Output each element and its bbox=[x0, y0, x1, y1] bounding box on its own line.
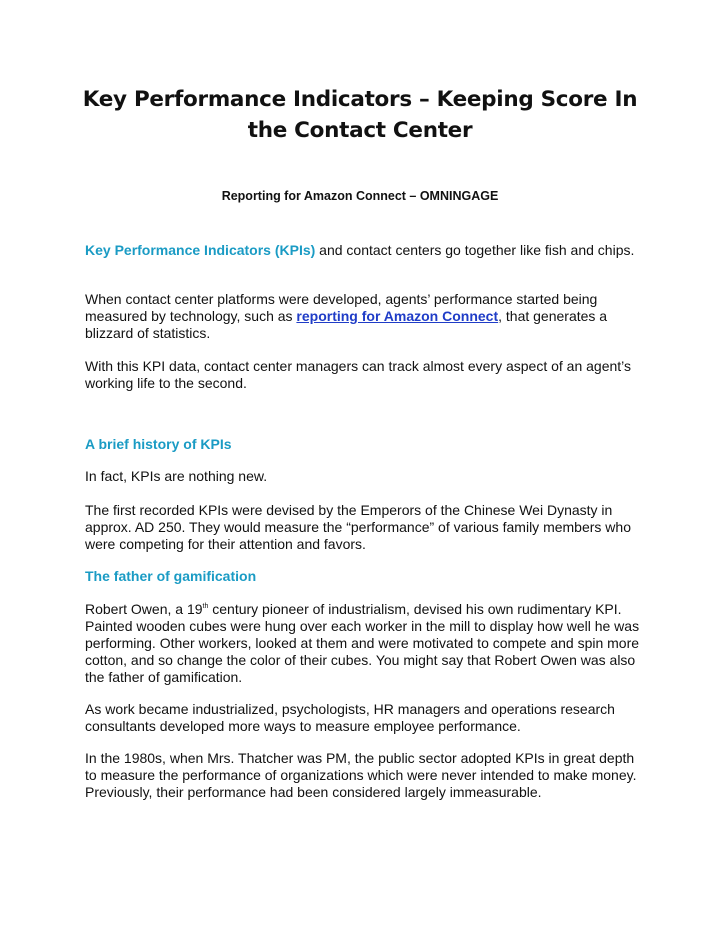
robert-owen-text-before: Robert Owen, a 19 bbox=[85, 601, 203, 617]
wei-dynasty-paragraph: The first recorded KPIs were devised by the Emperors of the Chinese Wei Dynasty in approx. AD 250. They would measure the “performance” of various family members who were competing for their attention and favors. bbox=[85, 502, 631, 552]
gamification-heading: The father of gamification bbox=[85, 568, 257, 584]
ordinal-suffix: th bbox=[202, 603, 209, 610]
platforms-paragraph bbox=[85, 291, 645, 342]
page-subtitle: Reporting for Amazon Connect – OMNINGAGE bbox=[221, 189, 499, 203]
nothing-new-paragraph: In fact, KPIs are nothing new. bbox=[85, 468, 268, 484]
thatcher-paragraph: In the 1980s, when Mrs. Thatcher was PM, the public sector adopted KPIs in great depth to measure the performance of organizations which were never intended to make money. Previously, their performance had been considered largely immeasurable. bbox=[85, 750, 637, 800]
industrialized-paragraph: As work became industrialized, psychologists, HR managers and operations research consultants developed more ways to measure employee performance. bbox=[85, 701, 615, 734]
platforms-text-before: When contact center platforms were developed, agents’ performance started being measured by technology, such as bbox=[85, 291, 598, 324]
robert-owen-text-after: century pioneer of industrialism, devised his own rudimentary KPI. Painted wooden cubes were hung over each worker in the mill to display how well he was performing. Other workers, looked at them and were motivated to compete and spin more cotton, and so change the color of their cubes. You might say that Robert Owen was also the father of gamification. bbox=[85, 601, 640, 685]
platforms-text-after: , that generates a blizzard of statistics. bbox=[85, 308, 608, 341]
history-heading: A brief history of KPIs bbox=[85, 436, 232, 452]
page-title: Key Performance Indicators – Keeping Score In the Contact Center bbox=[82, 87, 638, 143]
amazon-connect-reporting-link[interactable]: reporting for Amazon Connect bbox=[296, 308, 499, 324]
robert-owen-paragraph bbox=[85, 601, 645, 686]
intro-paragraph bbox=[85, 242, 645, 259]
intro-text: and contact centers go together like fish and chips. bbox=[315, 242, 635, 258]
kpi-term: Key Performance Indicators (KPIs) bbox=[85, 242, 316, 258]
kpi-data-paragraph: With this KPI data, contact center managers can track almost every aspect of an agent’s working life to the second. bbox=[85, 358, 632, 391]
